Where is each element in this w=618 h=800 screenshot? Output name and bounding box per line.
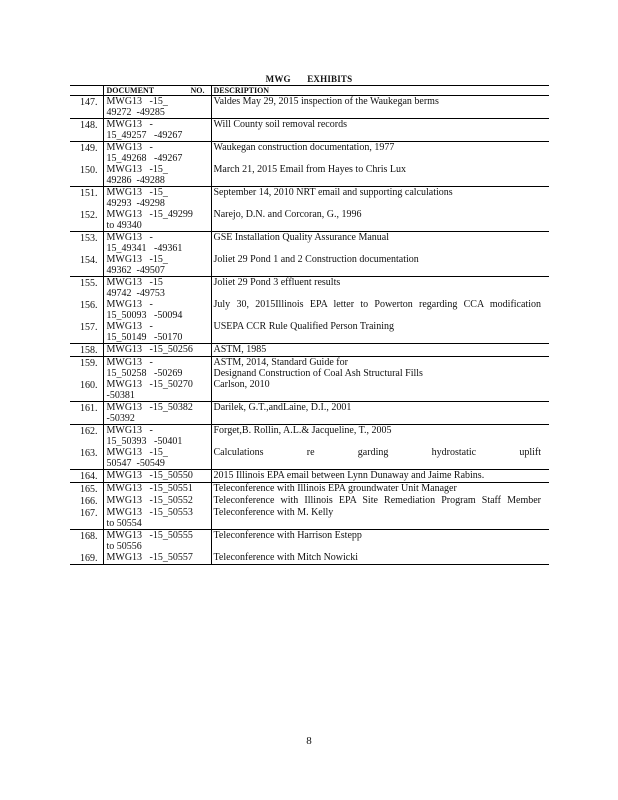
exhibit-description: September 14, 2010 NRT email and supporting calculations [211,187,549,210]
document-number: MWG13 -15_50256 [103,344,211,357]
header-blank-cell [70,86,103,96]
document-number: MWG13 -15 49742 -49753 [103,277,211,300]
table-row [70,142,549,165]
table-row [70,530,549,553]
number-header-label: NO. [190,86,205,95]
document-number: MWG13 -15_ 49293 -49298 [103,187,211,210]
exhibit-number: 150. [80,165,98,176]
exhibit-description: Forget,B. Rollin, A.L.& Jacqueline, T., 2005 [211,425,549,448]
document-number: MWG13 - 15_49341 -49361 [103,232,211,255]
table-row [70,402,549,425]
page-number: 8 [306,735,312,747]
document-number: MWG13 -15_50552 [103,495,211,507]
table-row [70,552,549,565]
title-exhibits: EXHIBITS [307,74,353,84]
exhibit-description: Narejo, D.N. and Corcoran, G., 1996 [213,209,362,220]
description-header: DESCRIPTION [211,86,549,96]
table-row [70,321,549,344]
exhibit-number: 161. [70,402,103,425]
document-number: MWG13 -15_50551 [103,483,211,496]
exhibit-description: Teleconference with Illinois EPA Site Remediation Program Staff Member [213,495,541,506]
document-number: MWG13 -15_ 49362 -49507 [103,254,211,277]
table-row [70,277,549,300]
table-row [70,232,549,255]
exhibit-number: 153. [70,232,103,255]
exhibit-number: 159. [70,357,103,380]
exhibit-description: Valdes May 29, 2015 inspection of the Waukegan berms [211,96,549,119]
exhibit-description: USEPA CCR Rule Qualified Person Training [213,321,394,332]
document-number: MWG13 - 15_49268 -49267 [103,142,211,165]
exhibit-number: 168. [70,530,103,553]
exhibit-number: 148. [70,119,103,142]
exhibit-description: Darilek, G.T.,andLaine, D.I., 2001 [211,402,549,425]
exhibit-number: 152. [80,210,98,221]
table-row [70,507,549,530]
document-number: MWG13 - 15_50258 -50269 [103,357,211,380]
exhibit-number: 149. [70,142,103,165]
document-no-header [103,86,211,96]
exhibit-description: Teleconference with M. Kelly [213,507,334,518]
document-number: MWG13 - 15_50393 -50401 [103,425,211,448]
table-row [70,495,549,507]
document-header-label: DOCUMENT [106,86,155,95]
exhibit-number: 155. [70,277,103,300]
exhibit-number: 160. [80,380,98,391]
exhibit-number: 167. [80,508,98,519]
exhibit-description: ASTM, 1985 [211,344,549,357]
document-number: MWG13 -15_50382 -50392 [103,402,211,425]
table-row [70,254,549,277]
table-row [70,425,549,448]
exhibit-description: July 30, 2015Illinois EPA letter to Powerton regarding CCA modification [213,299,541,310]
table-row [70,299,549,321]
table-row [70,119,549,142]
document-number: MWG13 -15_ 50547 -50549 [103,447,211,470]
document-number: MWG13 - 15_49257 -49267 [103,119,211,142]
exhibit-number: 169. [70,552,103,565]
table-header-row [70,86,549,96]
exhibit-description: Calculations re garding hydrostatic uplift [213,447,541,458]
document-number: MWG13 - 15_50093 -50094 [103,299,211,321]
exhibit-number: 166. [80,496,98,507]
exhibit-number: 164. [70,470,103,483]
exhibit-description: Joliet 29 Pond 1 and 2 Construction documentation [213,254,419,265]
table-row [70,379,549,402]
exhibit-number: 147. [70,96,103,119]
exhibit-description: Waukegan construction documentation, 1977 [211,142,549,165]
exhibit-number: 162. [70,425,103,448]
table-body [70,96,549,565]
exhibit-number: 151. [70,187,103,210]
exhibit-number: 163. [80,448,98,459]
exhibit-description: ASTM, 2014, Standard Guide for Designand Construction of Coal Ash Structural Fills [211,357,549,380]
table-row [70,164,549,187]
table-row [70,209,549,232]
exhibit-description: 2015 Illinois EPA email between Lynn Dunaway and Jaime Rabins. [211,470,549,483]
document-number: MWG13 -15_50553 to 50554 [103,507,211,530]
exhibit-description: Teleconference with Harrison Estepp [211,530,549,553]
table-row [70,96,549,119]
exhibit-description: Carlson, 2010 [213,379,270,390]
document-number: MWG13 -15_50555 to 50556 [103,530,211,553]
table-row [70,470,549,483]
exhibit-description: March 21, 2015 Email from Hayes to Chris Lux [213,164,406,175]
document-number: MWG13 -15_50270 -50381 [103,379,211,402]
exhibit-number: 157. [80,322,98,333]
document-number: MWG13 -15_50550 [103,470,211,483]
exhibit-description: GSE Installation Quality Assurance Manual [211,232,549,255]
exhibit-number: 156. [80,300,98,311]
page-title [0,74,618,84]
exhibit-number: 158. [70,344,103,357]
document-number: MWG13 -15_50557 [103,552,211,565]
table-row [70,447,549,470]
exhibit-description: Will County soil removal records [211,119,549,142]
exhibit-number: 154. [80,255,98,266]
document-number: MWG13 -15_ 49272 -49285 [103,96,211,119]
table-row [70,483,549,496]
exhibit-description: Teleconference with Mitch Nowicki [211,552,549,565]
table-row [70,187,549,210]
title-mwg: MWG [265,74,291,84]
exhibit-number: 165. [70,483,103,496]
document-number: MWG13 -15_49299 to 49340 [103,209,211,232]
document-number: MWG13 -15_ 49286 -49288 [103,164,211,187]
exhibit-description: Joliet 29 Pond 3 effluent results [211,277,549,300]
exhibits-table [70,85,549,565]
table-row [70,344,549,357]
exhibit-description: Teleconference with Illinois EPA groundwater Unit Manager [211,483,549,496]
table-row [70,357,549,380]
document-number: MWG13 - 15_50149 -50170 [103,321,211,344]
